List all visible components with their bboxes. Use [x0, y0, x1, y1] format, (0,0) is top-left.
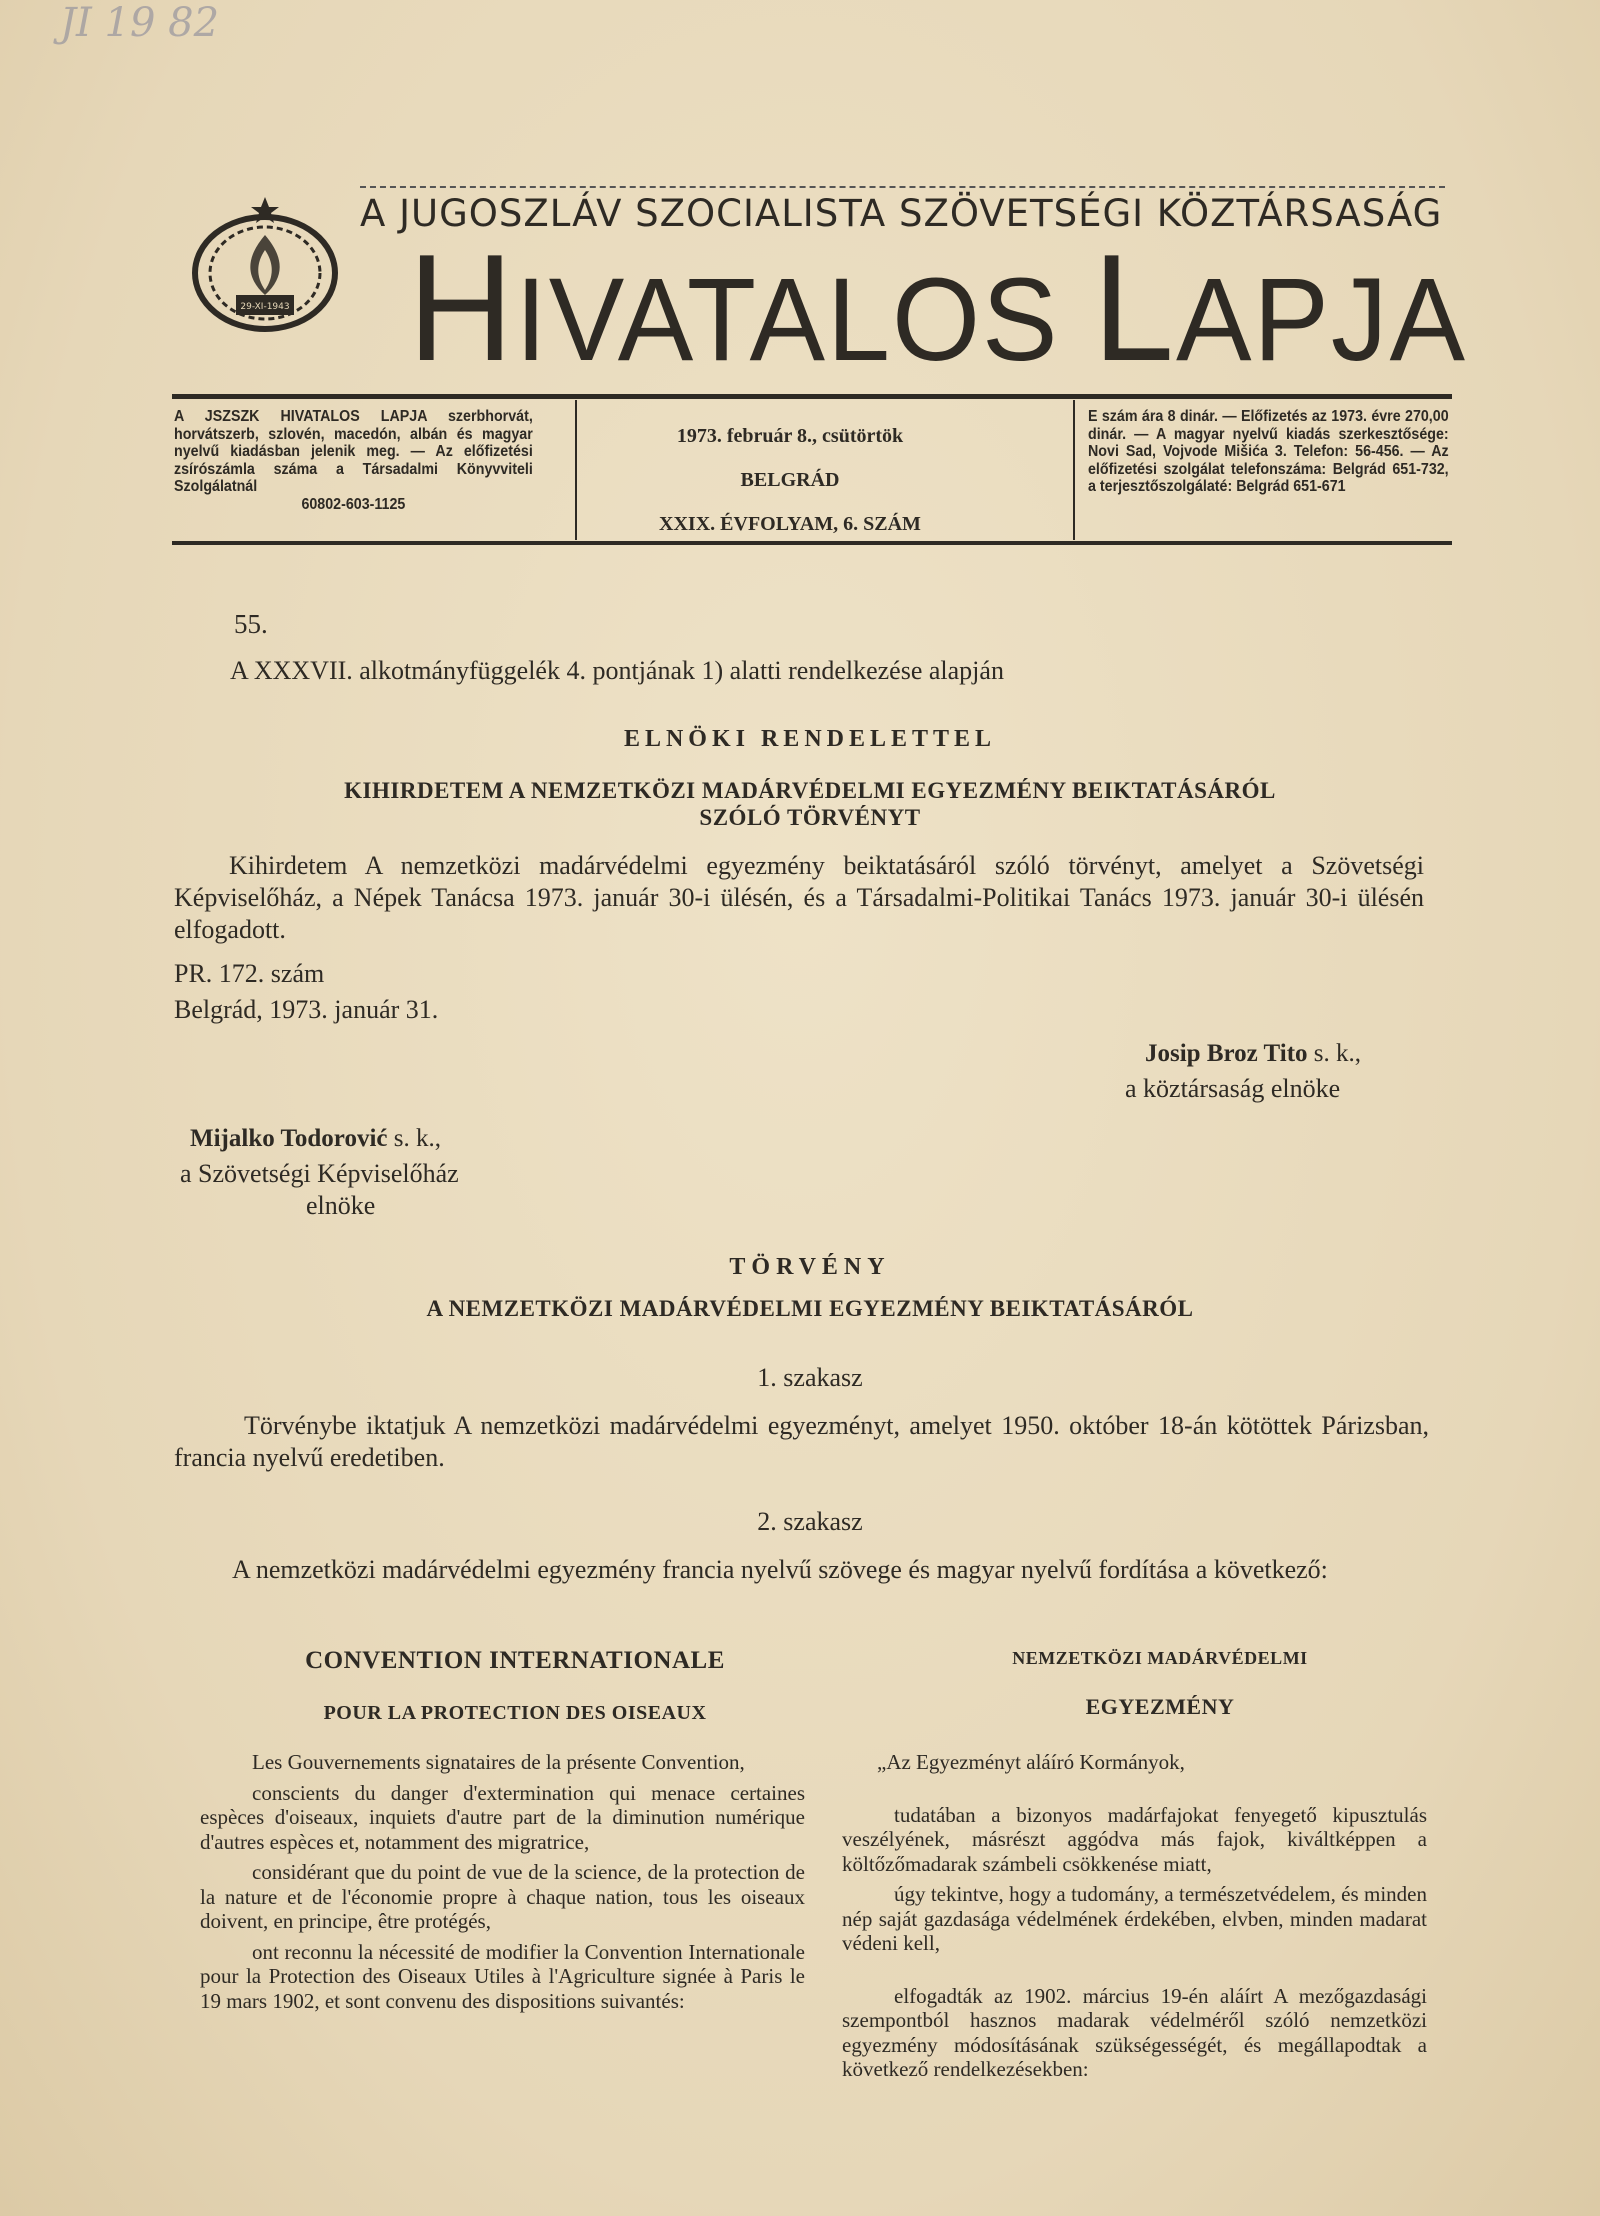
section-2-text: A nemzetközi madárvédelmi egyezmény francia nyelvű szövege és magyar nyelvű fordítása a következő:	[232, 1555, 1328, 1584]
issue-date: 1973. február 8., csütörtök	[676, 425, 904, 447]
french-column	[200, 1750, 805, 2013]
account-number: 60802-603-1125	[301, 495, 406, 513]
signer-name: Mijalko Todorović	[190, 1125, 388, 1152]
signer-suffix: s. k.,	[387, 1125, 441, 1152]
publication-info: A JSZSZK HIVATALOS LAPJA szerbhorvát, horvátszerb, szlovén, macedón, albán és magyar nyelvű kiadásban jelenik meg. — Az előfizetési zsírószámla száma a Társadalmi Könyvviteli Szolgálatnál	[174, 408, 533, 495]
french-paragraph: Les Gouvernements signataires de la présente Convention,	[252, 1750, 745, 1774]
issue-number: XXIX. ÉVFOLYAM, 6. SZÁM	[659, 513, 921, 535]
signer-speaker	[190, 1123, 441, 1155]
french-paragraph: conscients du danger d'extermination qui menace certaines espèces d'oiseaux, inquiets d'autre part de la diminution numérique d'autres espèces et, notamment des migratrice,	[200, 1780, 805, 1854]
hungarian-title: NEMZETKÖZI MADÁRVÉDELMI	[1012, 1648, 1308, 1668]
decree-heading: ELNÖKI RENDELETTEL	[623, 726, 997, 752]
decree-text: Kihirdetem A nemzetközi madárvédelmi egyezmény beiktatásáról szóló törvényt, amelyet a Szövetségi Képviselőház, a Népek Tanácsa 1973. január 30-i ülésén, és a Társadalmi-Politikai Tanács 1973. január 30-i ülésén elfogadott.	[174, 851, 1424, 944]
hungarian-paragraph: úgy tekintve, hogy a tudomány, a természetvédelem, és minden nép saját gazdasága védelmének érdekében, elvben, minden madarat védeni kell,	[842, 1882, 1427, 1955]
title-letter: H	[408, 223, 516, 393]
masthead-title	[408, 223, 1467, 393]
decree-subheading	[170, 777, 1450, 831]
signer-speaker-title: a Szövetségi Képviselőház	[180, 1159, 459, 1188]
signer-president	[1145, 1038, 1361, 1070]
french-paragraph: ont reconnu la nécessité de modifier la Convention Internationale pour la Protection des Oiseaux Utiles à l'Agriculture signée à Paris le 19 mars 1902, et sont convenu des dispositions suivantés:	[200, 1939, 805, 2013]
divider	[1073, 400, 1075, 540]
emblem-date: 29-XI-1943	[240, 302, 290, 312]
state-emblem-icon	[178, 195, 353, 345]
decree-place-date: Belgrád, 1973. január 31.	[174, 995, 439, 1024]
hungarian-paragraph: tudatában a bizonyos madárfajokat fenyegető kipusztulás veszélyének, másrészt aggódva más fajok, kiváltképpen a költőzőmadarak számbeli csökkenése miatt,	[842, 1802, 1427, 1876]
masthead-kicker: A JUGOSZLÁV SZOCIALISTA SZÖVETSÉGI KÖZTÁRSASÁG	[360, 192, 1443, 235]
section-1-text: Törvénybe iktatjuk A nemzetközi madárvédelmi egyezményt, amelyet 1950. október 18-án kötöttek Párizsban, francia nyelvű eredetiben.	[174, 1411, 1429, 1472]
signer-speaker-title2: elnöke	[306, 1191, 376, 1220]
section-1-title: 1. szakasz	[757, 1363, 863, 1392]
signer-suffix: s. k.,	[1307, 1040, 1362, 1067]
decree-ref: PR. 172. szám	[174, 959, 325, 988]
divider	[575, 400, 577, 540]
section-2-title: 2. szakasz	[757, 1507, 863, 1536]
masthead-rule	[172, 394, 1452, 399]
masthead-bottom-rule	[172, 541, 1452, 545]
law-heading: TÖRVÉNY	[729, 1254, 891, 1280]
law-subheading: A NEMZETKÖZI MADÁRVÉDELMI EGYEZMÉNY BEIKTATÁSÁRÓL	[426, 1296, 1194, 1321]
subheading-line: SZÓLÓ TÖRVÉNYT	[699, 805, 921, 830]
info-left	[174, 408, 533, 513]
handwritten-annotation: JI 19 82	[60, 0, 220, 46]
masthead-top-rule	[360, 186, 1445, 188]
hungarian-paragraph: „Az Egyezményt aláíró Kormányok,	[877, 1750, 1185, 1774]
issue-city: BELGRÁD	[740, 469, 840, 491]
hungarian-subtitle: EGYEZMÉNY	[1085, 1694, 1235, 1719]
title-part: APJA	[1175, 254, 1467, 386]
french-title: CONVENTION INTERNATIONALE	[305, 1647, 725, 1674]
french-paragraph: considérant que du point de vue de la science, de la protection de la nature et de l'économie propre à chaque nation, tous les oiseaux doivent, en principe, être protégés,	[200, 1860, 805, 1933]
decree-basis: A XXXVII. alkotmányfüggelék 4. pontjának 1) alatti rendelkezése alapján	[230, 656, 1004, 685]
subheading-line: KIHIRDETEM A NEMZETKÖZI MADÁRVÉDELMI EGYEZMÉNY BEIKTATÁSÁRÓL	[344, 778, 1276, 803]
hungarian-paragraph: elfogadták az 1902. március 19-én aláírt A mezőgazdasági szempontból hasznos madarak védelméről szóló nemzetközi egyezmény módosításának szükségességét, és megállapodtak a következő rendelkezésekben:	[842, 1983, 1427, 2081]
signer-name: Josip Broz Tito	[1145, 1040, 1308, 1067]
issue-info	[590, 414, 990, 546]
decree-number: 55.	[234, 609, 268, 639]
title-part: IVATALOS	[515, 254, 1093, 386]
french-subtitle: POUR LA PROTECTION DES OISEAUX	[323, 1702, 707, 1724]
info-right: E szám ára 8 dinár. — Előfizetés az 1973. évre 270,00 dinár. — A magyar nyelvű kiadás szerkesztősége: Novi Sad, Vojvode Mišića 3. Telefon: 56-456. — Az előfizetési szolgálat telefonszáma: Belgrád 651-732, a terjesztőszolgálaté: Belgrád 651-671	[1088, 408, 1449, 495]
hungarian-column	[842, 1750, 1427, 2082]
signer-president-title: a köztársaság elnöke	[1125, 1074, 1341, 1103]
title-letter: L	[1092, 223, 1176, 393]
